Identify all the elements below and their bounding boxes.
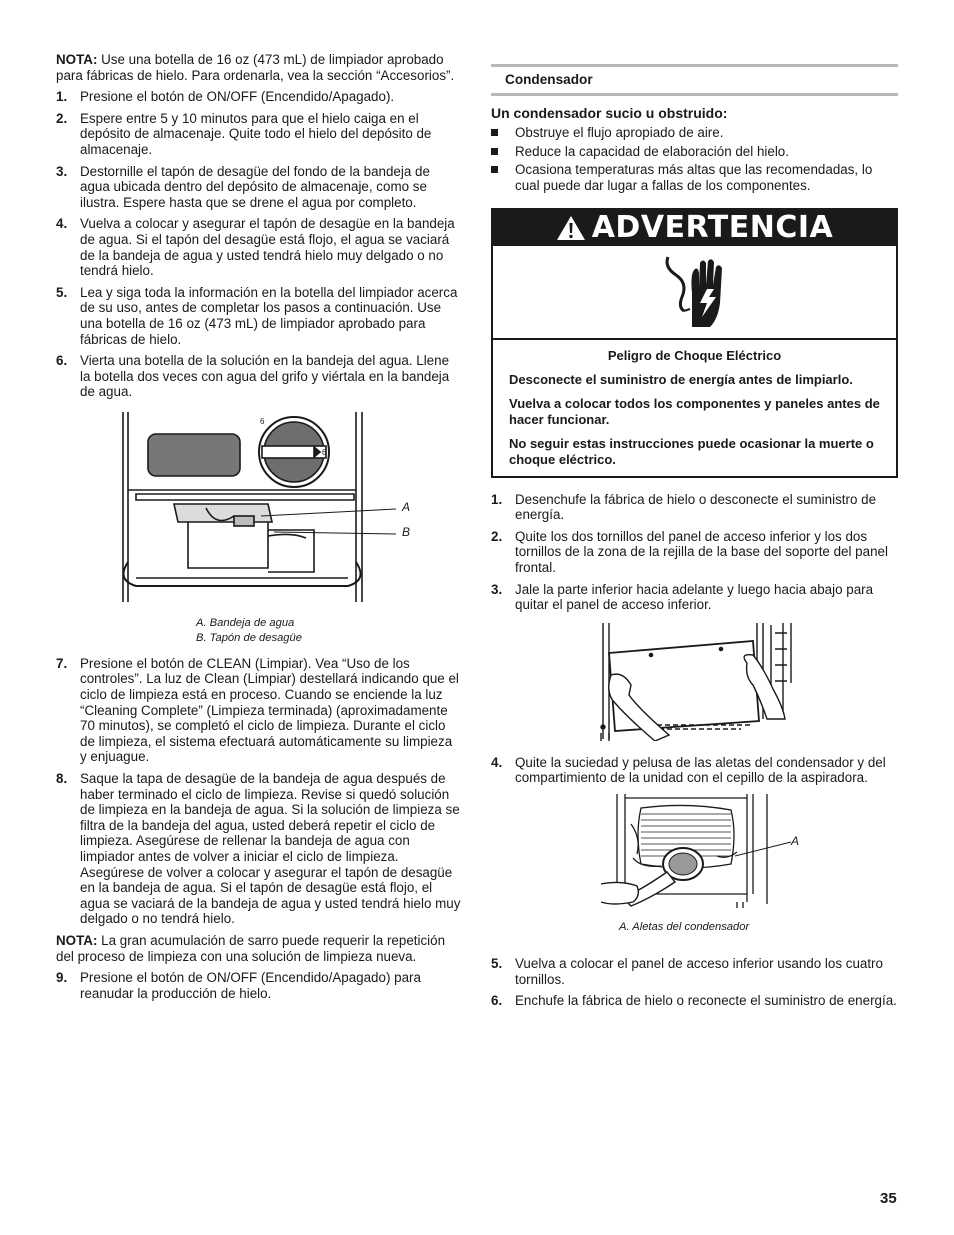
warning-title: ADVERTENCIA — [591, 209, 834, 245]
figure-caption: A. Aletas del condensador — [619, 920, 750, 933]
warning-box — [491, 208, 898, 478]
step-item: 8. Saque la tapa de desagüe de la bandeja de agua después de haber terminado el ciclo de limpieza. Revise si quedó solución de limpieza en la bandeja de agua. Si la solución de limpieza se filtra de la bandeja del agua, usted deberá repetir el ciclo de limpieza. Asegúrese de rellenar la bandeja de agua con limpiador antes de volver a iniciar el ciclo de limpieza. Asegúrese de volver a colocar y asegurar el tapón de desagüe en la bandeja de agua. Si el tapón de desagüe está flojo, el agua se vaciará de la bandeja de agua y usted tendrá hielo muy delgado o no tendrá hielo. — [56, 771, 461, 927]
warning-line: Vuelva a colocar todos los componentes y paneles antes de hacer funcionar. — [509, 395, 880, 427]
electric-shock-hand-icon — [662, 253, 728, 331]
warning-icon-row — [493, 246, 896, 340]
list-item: Ocasiona temperaturas más altas que las recomendadas, lo cual puede dar lugar a fallas de los componentes. — [491, 162, 898, 193]
step-item: 4. Vuelva a colocar y asegurar el tapón de desagüe en la bandeja de agua. Si el tapón del desagüe está flojo, el agua se vaciará de la bandeja de agua y usted tendrá hielo muy delgado o no tendrá hielo. — [56, 216, 455, 279]
dial-number-side: 6 — [322, 447, 327, 457]
note-accessories: NOTA: Use una botella de 16 oz (473 mL) de limpiador aprobado para fábricas de hielo. Para ordenarla, vea la sección “Accesorios”. — [56, 52, 455, 83]
step-item: 3. Destornille el tapón de desagüe del fondo de la bandeja de agua ubicada dentro del depósito de almacenaje, como se ilustra. Espere hasta que se drene el agua por completo. — [56, 163, 430, 210]
right-column — [491, 58, 898, 1015]
condenser-figure — [491, 794, 898, 946]
access-panel-figure — [491, 623, 898, 741]
step-item: 9. Presione el botón de ON/OFF (Encendido/Apagado) para reanudar la producción de hielo. — [56, 970, 421, 1001]
step-item: 1. Desenchufe la fábrica de hielo o desconecte el suministro de energía. — [491, 491, 877, 523]
step-item: 6. Enchufe la fábrica de hielo o reconecte el suministro de energía. — [491, 993, 897, 1009]
step-item: 6. Vierta una botella de la solución en la bandeja del agua. Llene la botella dos veces con agua del grifo y viértala en la bandeja de agua. — [56, 353, 450, 400]
note-scale-buildup: NOTA: La gran acumulación de sarro puede requerir la repetición del proceso de limpieza con una solución de limpieza nueva. — [56, 932, 446, 964]
warning-line: No seguir estas instrucciones puede ocasionar la muerte o choque eléctrico. — [509, 435, 874, 467]
condenser-steps-5-6 — [491, 956, 898, 1009]
condenser-illustration — [491, 794, 898, 914]
left-column — [56, 52, 462, 1007]
bullet-square-icon — [491, 129, 498, 136]
warning-hazard: Peligro de Choque Eléctrico — [607, 347, 782, 363]
warning-triangle-icon — [556, 215, 586, 241]
step-item: 5. Lea y siga toda la información en la botella del limpiador acerca de su uso, antes de completar los pasos a continuación. Use una botella de 16 oz (473 mL) de limpiador aprobado para fábricas de hielo. — [56, 284, 458, 347]
figure-caption: A. Bandeja de agua B. Tapón de desagüe — [196, 616, 302, 644]
step-item: 5. Vuelva a colocar el panel de acceso inferior usando los cuatro tornillos. — [491, 955, 883, 987]
subheading: Un condensador sucio u obstruido: — [491, 104, 728, 121]
bullet-list — [491, 125, 898, 193]
figure-label-a: A — [402, 499, 411, 514]
warning-body — [493, 340, 896, 476]
warning-line: Desconecte el suministro de energía antes de limpiarlo. — [509, 371, 853, 387]
step-item: 1. Presione el botón de ON/OFF (Encendido/Apagado). — [56, 89, 395, 105]
warning-header — [493, 210, 896, 246]
water-tray-figure — [56, 412, 462, 648]
figure-label-a: A — [791, 833, 800, 848]
cleaning-steps-7-8 — [56, 656, 462, 927]
condenser-steps-1-3 — [491, 492, 898, 613]
bullet-square-icon — [491, 148, 498, 155]
step-item: 7. Presione el botón de CLEAN (Limpiar). Vea “Uso de los controles”. La luz de Clean (Limpiar) destellará indicando que el ciclo de limpieza está en proceso. Cuando se enciende la luz “Cleaning Complete” (Limpieza terminada) (aproximadamente 70 minutos), se completó el ciclo de limpieza. Durante el ciclo de limpieza, el sistema efectuará automáticamente su limpieza y enjuague. — [56, 655, 459, 765]
section-title: Condensador — [491, 64, 898, 96]
dial-number-top: 6 — [260, 416, 265, 426]
list-item: Obstruye el flujo apropiado de aire. — [491, 125, 898, 141]
page-number: 35 — [880, 1190, 897, 1207]
bullet-square-icon — [491, 166, 498, 173]
list-item: Reduce la capacidad de elaboración del hielo. — [491, 144, 898, 160]
figure-label-b: B — [402, 524, 411, 539]
step-item: 3. Jale la parte inferior hacia adelante y luego hacia abajo para quitar el panel de acceso inferior. — [491, 581, 874, 613]
step-item: 2. Espere entre 5 y 10 minutos para que el hielo caiga en el depósito de almacenaje. Quite todo el hielo del depósito de almacenaje. — [56, 110, 432, 157]
access-panel-illustration — [491, 623, 898, 741]
step-item: 4. Quite la suciedad y pelusa de las aletas del condensador y del compartimiento de la unidad con el cepillo de la aspiradora. — [491, 754, 886, 786]
step-item: 2. Quite los dos tornillos del panel de acceso inferior y los dos tornillos de la zona de la rejilla de la base del soporte del panel frontal. — [491, 528, 888, 575]
cleaning-steps-1-6 — [56, 89, 462, 400]
